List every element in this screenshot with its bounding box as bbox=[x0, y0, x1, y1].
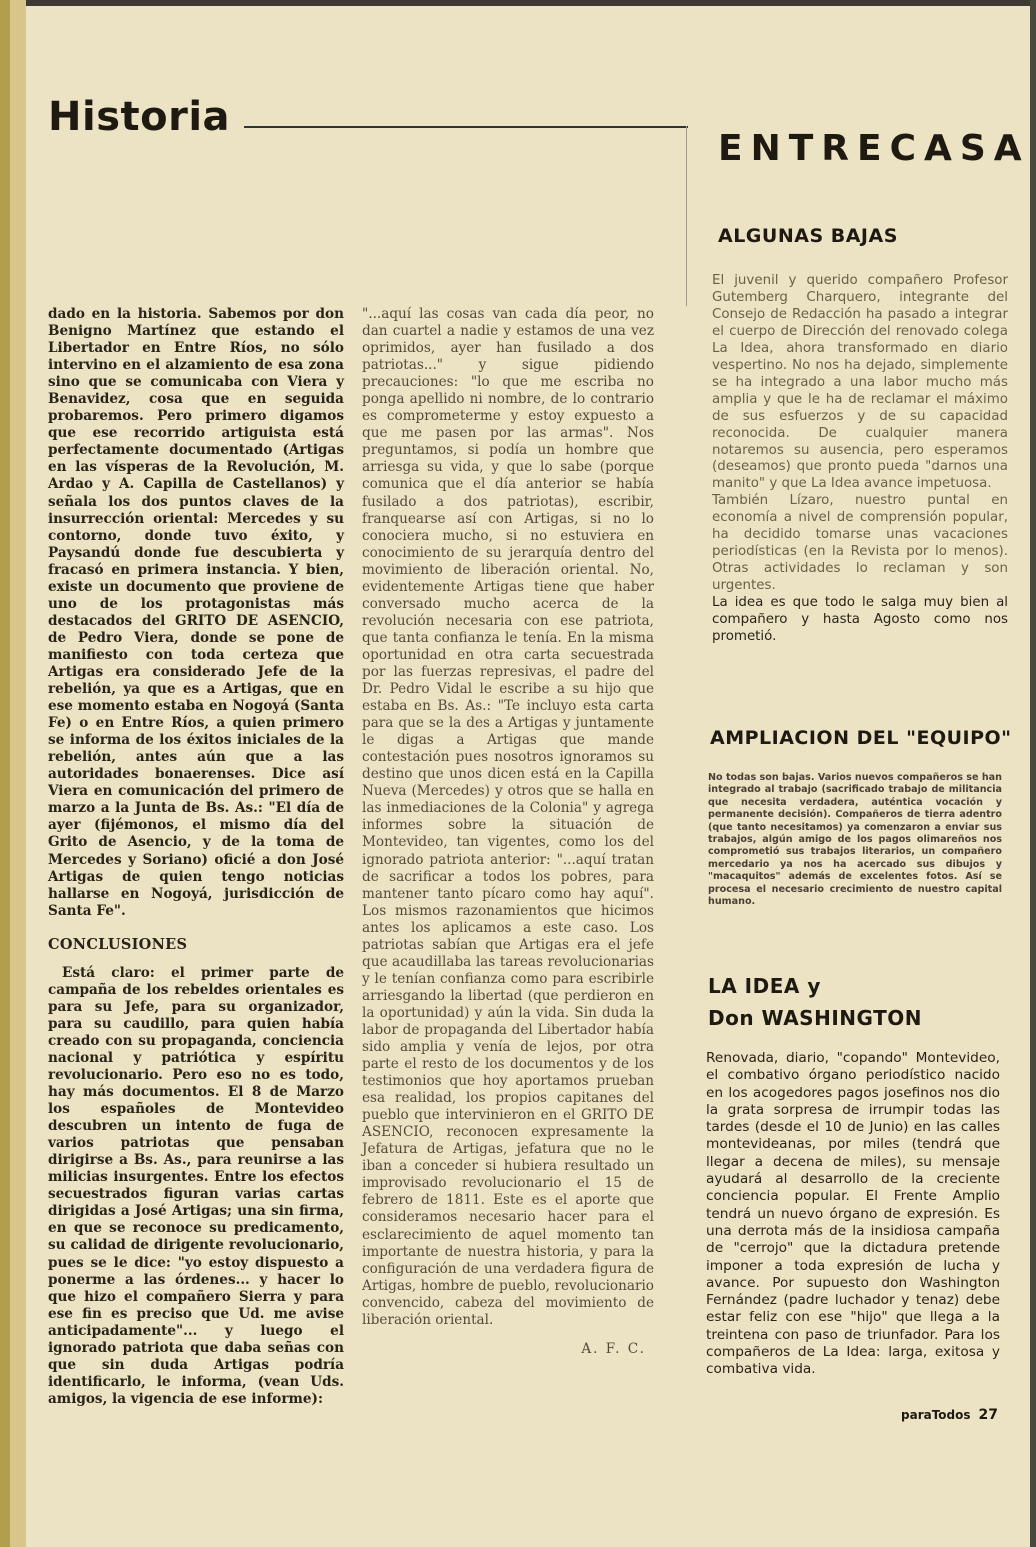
article-paragraph: Está claro: el primer parte de campaña de los rebeldes orientales es para su Jefe, para su organizador, para su caudillo, para quien había creado con su propaganda, conciencia nacional y patriótica y espíritu revolucionario. Pero eso no es todo, hay más documentos. El 8 de Marzo los españoles de Montevideo descubren un intento de fuga de varios patriotas que pensaban dirigirse a Bs. As., para reunirse a las milicias insurgentes. Entre los efectos secuestrados figuran varias cartas dirigidas a José Artigas; una sin firma, en que se reconoce su predicamento, su calidad de dirigente revolucionario, pues se le dice: "yo estoy dispuesto a ponerme a las órdenes... y hacer lo que hizo el compañero Sierra y para ese fin es preciso que Ud. me avise anticipadamente"... y luego el ignorado patriota que daba señas con que sin duda Artigas podría identificarlo, le informa, (vean Uds. amigos, la vigencia de ese informe): bbox=[48, 964, 344, 1407]
heading-la-idea bbox=[708, 970, 922, 1034]
algunas-bajas-body bbox=[712, 273, 1008, 646]
heading-algunas-bajas: ALGUNAS BAJAS bbox=[718, 225, 898, 247]
article-signature: A. F. C. bbox=[581, 1340, 646, 1357]
article-paragraph: dado en la historia. Sabemos por don Benigno Martínez que estando el Libertador en Entre Ríos, no sólo intervino en el alzamiento de esa zona sino que se comunicaba con Viera y Benavidez, cosa que en seguida probaremos. Pero primero digamos que ese recorrido artiguista está perfectamente documentado (Artigas en las vísperas de la Revolución, M. Ardao y A. Capilla de Castellanos) y señala los dos puntos claves de la insurrección oriental: Mercedes y su contorno, donde tuvo éxito, y Paysandú donde fue descubierta y fracasó en primera instancia. Y bien, existe un documento que proviene de uno de los protagonistas más destacados del GRITO DE ASENCIO, de Pedro Viera, donde se pone de manifiesto con toda certeza que Artigas era considerado Jefe de la rebelión, ya que es a Artigas, que en ese momento estaba en Nogoyá (Santa Fe) o en Entre Ríos, a quien primero se informa de los éxitos iniciales de la rebelión, antes aún que a las autoridades bonaerenses. Dice así Viera en comunicación del primero de marzo a la Junta de Bs. As.: "El día de ayer (fijémonos, el mismo día del Grito de Asencio, y de la toma de Mercedes y Soriano) oficié a don José Artigas de quien tengo noticias hallarse en Nogoyá, jurisdicción de Santa Fe". bbox=[48, 306, 344, 919]
page-top-edge bbox=[0, 0, 1036, 6]
article-column-2 bbox=[362, 306, 654, 1358]
column-divider bbox=[686, 126, 687, 306]
article-subheading: CONCLUSIONES bbox=[48, 935, 188, 953]
body-paragraph: También Lízaro, nuestro puntal en economía a nivel de comprensión popular, ha decidido tomarse unas vacaciones periodísticas (en la Revista por lo menos). Otras actividades lo reclaman y son urgentes. bbox=[712, 493, 1008, 594]
page-number: 27 bbox=[978, 1407, 998, 1423]
magazine-name: paraTodos bbox=[901, 1408, 971, 1422]
section-title-historia: Historia bbox=[48, 94, 231, 140]
body-paragraph: La idea es que todo le salga muy bien al compañero y hasta Agosto como nos prometió. bbox=[712, 595, 1008, 645]
page-right-edge bbox=[1030, 0, 1036, 1547]
heading-ampliacion-equipo: AMPLIACION DEL "EQUIPO" bbox=[710, 727, 1012, 749]
title-rule bbox=[244, 126, 688, 128]
ampliacion-equipo-body: No todas son bajas. Varios nuevos compañeros se han integrado al trabajo (sacrificado trabajo de militancia que necesita verdadera, auténtica vocación y permanente decisión). Compañeros de tierra adentro (que tanto necesitamos) ya comenzaron a enviar sus trabajos, algún amigo de los pagos olimareños nos comprometió sus trabajos literarios, un compañero mercedario ya nos ha acercado sus dibujos y "macaquitos" además de excelentes fotos. Así se procesa el necesario crecimiento de nuestro capital humano. bbox=[708, 772, 1002, 908]
page-binding-shadow bbox=[10, 0, 26, 1547]
heading-line: Don WASHINGTON bbox=[708, 1006, 922, 1030]
la-idea-body: Renovada, diario, "copando" Montevideo, el combativo órgano periodístico nacido en los acogedores pagos josefinos nos dio la grata sorpresa de irrumpir todas las tardes (desde el 10 de Junio) en las calles montevideanas, por miles (tendrá que llegar a decena de miles), su mensaje ayudará al desarrollo de la creciente conciencia popular. El Frente Amplio tendrá un nuevo órgano de expresión. Es una derrota más de la insidiosa campaña de "cerrojo" que la dictadura pretende imponer a toda expresión de lucha y avance. Por supuesto don Washington Fernández (padre luchador y tenaz) debe estar feliz con ese "hijo" que llega a la treintena con paso de triunfador. Para los compañeros de La Idea: larga, exitosa y combativa vida. bbox=[706, 1050, 1000, 1378]
article-column-1 bbox=[48, 306, 344, 1408]
article-paragraph: "...aquí las cosas van cada día peor, no dan cuartel a nadie y estamos de una vez oprimidos, ayer han fusilado a dos patriotas..." y sigue pidiendo precauciones: "lo que me escriba no ponga apellido ni nombre, de lo contrario es comprometerme y estoy expuesto a que me pasen por las armas". Nos preguntamos, si podía un hombre que arriesga su vida, y que lo sabe (porque comunica que el día anterior se había fusilado a dos patriotas), escribir, franquearse así con Artigas, si no lo conociera mucho, si no estuviera en conocimiento de su jerarquía dentro del movimiento de liberación oriental. No, evidentemente Artigas tiene que haber conversado mucho acerca de la revolución necesaria con ese patriota, que tanta confianza le tenía. En la misma oportunidad en otra carta secuestrada por las fuerzas represivas, el padre del Dr. Pedro Vidal le escribe a su hijo que estaba en Bs. As.: "Te incluyo esta carta para que se la des a Artigas y juntamente le digas a Artigas que mande contestación pues nosotros ignoramos su destino que unos dicen está en la Capilla Nueva (Mercedes) y otros que se halla en las inmediaciones de la Colonia" y agrega informes sobre la situación de Montevideo, tan vigentes, como los del ignorado patriota anterior: "...aquí tratan de sacrificar a todos los pobres, para mantener tanto pícaro como hay aquí". Los mismos razonamientos que hicimos antes los aplicamos a este caso. Los patriotas sabían que Artigas era el jefe que acaudillaba las tareas revolucionarias y le tenían confianza como para escribirle arriesgando la libertad (que perdieron en la oportunidad) y aún la vida. Sin duda la labor de propaganda del Libertador había sido amplia y venía de lejos, por otra parte el resto de los documentos y de los testimonios que hoy aportamos prueban esa realidad, los propios capitanes del pueblo que intervinieron en el GRITO DE ASENCIO, reconocen expresamente la Jefatura de Artigas, jefatura que no le iban a conceder si hubiera resultado un improvisado revolucionario el 15 de febrero de 1811. Este es el aporte que consideramos necesario hacer para el esclarecimiento de aquel momento tan importante de nuestra historia, y para la configuración de una verdadera figura de Artigas, hombre de pueblo, revolucionario convencido, cabeza del movimiento de liberación oriental. bbox=[362, 306, 654, 1328]
page-binding-edge bbox=[0, 0, 10, 1547]
page-footer bbox=[901, 1407, 998, 1423]
heading-line: LA IDEA y bbox=[708, 974, 821, 998]
body-paragraph: El juvenil y querido compañero Profesor Gutemberg Charquero, integrante del Consejo de Redacción ha pasado a integrar el cuerpo de Dirección del renovado colega La Idea, ahora transformado en diario vespertino. No nos ha dejado, simplemente se ha integrado a una labor mucho más amplia y que le ha de reclamar el máximo de sus esfuerzos y de su capacidad reconocida. De cualquier manera notaremos su ausencia, pero esperamos (deseamos) que pronto pueda "darnos una manito" y que La Idea avance impetuosa. bbox=[712, 273, 1008, 492]
section-title-entrecasa: ENTRECASA bbox=[718, 128, 1030, 169]
